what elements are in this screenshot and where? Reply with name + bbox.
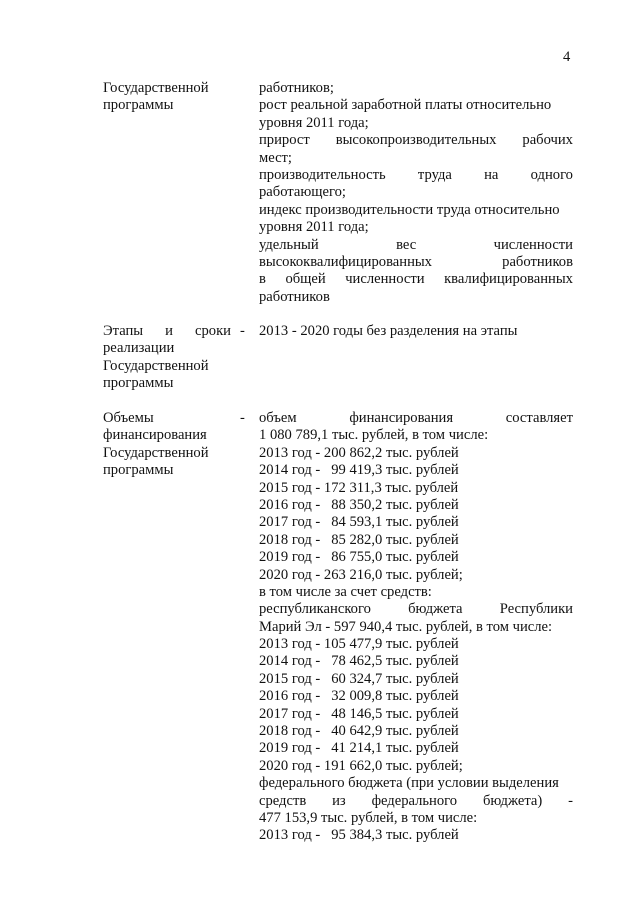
- word: средств: [259, 792, 307, 809]
- text-line: Марий Эл - 597 940,4 тыс. рублей, в том числе:: [259, 618, 553, 635]
- word: Этапы: [103, 323, 144, 339]
- text-line: рост реальной заработной платы относительно: [259, 97, 552, 114]
- text-line: [259, 410, 573, 427]
- text-line: 2015 год - 60 324,7 тыс. рублей: [259, 670, 459, 687]
- word: численности: [493, 236, 573, 253]
- word: составляет: [505, 410, 573, 426]
- text-line: [259, 254, 573, 271]
- text-line: мест;: [259, 149, 292, 166]
- text-line: 2019 год - 86 755,0 тыс. рублей: [259, 549, 459, 566]
- word: бюджета: [408, 601, 463, 618]
- text-line: работающего;: [259, 184, 346, 201]
- text-line: 2018 год - 85 282,0 тыс. рублей: [259, 531, 459, 548]
- word: Республики: [499, 601, 573, 618]
- text-line: уровня 2011 года;: [259, 114, 369, 131]
- text-line: в том числе за счет средств:: [259, 583, 432, 600]
- text-line: [259, 793, 573, 810]
- text-line: [259, 132, 573, 149]
- text-line: [259, 167, 573, 184]
- section1-content: [259, 80, 573, 306]
- text-line: уровня 2011 года;: [259, 219, 369, 236]
- text-line: [259, 601, 573, 618]
- text-line: 2016 год - 88 350,2 тыс. рублей: [259, 496, 459, 513]
- label-line: финансирования: [103, 427, 207, 444]
- word: -: [568, 792, 573, 809]
- text-line: 2017 год - 48 146,5 тыс. рублей: [259, 705, 459, 722]
- text-line: индекс производительности труда относительно: [259, 201, 560, 218]
- text-line: работников;: [259, 80, 334, 96]
- text-line: 477 153,9 тыс. рублей, в том числе:: [259, 809, 478, 826]
- text-line: 1 080 789,1 тыс. рублей, в том числе:: [259, 427, 489, 444]
- section1-label: [103, 80, 243, 115]
- section3-dash: -: [240, 410, 245, 426]
- section2-label: [103, 323, 243, 393]
- page-number: 4: [563, 49, 571, 65]
- label-line: [103, 323, 231, 340]
- word: федерального: [371, 792, 458, 809]
- text-line: 2013 год - 95 384,3 тыс. рублей: [259, 827, 459, 844]
- label-line: Государственной: [103, 357, 209, 374]
- text-line: 2013 - 2020 годы без разделения на этапы: [259, 323, 518, 339]
- text-line: работников: [259, 288, 330, 305]
- word: прирост: [259, 132, 310, 149]
- label-line: Государственной: [103, 444, 209, 461]
- text-line: 2018 год - 40 642,9 тыс. рублей: [259, 723, 459, 740]
- word: объем: [259, 410, 297, 426]
- word: труда: [417, 166, 452, 183]
- word: численности: [345, 271, 425, 288]
- label-line: Государственной: [103, 80, 209, 96]
- word: республиканского: [259, 601, 371, 618]
- section2-dash: -: [240, 323, 245, 339]
- label-line: программы: [103, 97, 174, 114]
- word: сроки: [195, 323, 231, 339]
- word: высококвалифицированных: [259, 253, 432, 270]
- section2-content: [259, 323, 573, 340]
- text-line: 2013 год - 105 477,9 тыс. рублей: [259, 636, 459, 653]
- section3-label: [103, 410, 243, 480]
- label-line: Объемы: [103, 410, 154, 426]
- text-line: 2019 год - 41 214,1 тыс. рублей: [259, 740, 459, 757]
- word: финансирования: [349, 410, 454, 426]
- word: общей: [285, 271, 326, 288]
- text-line: федерального бюджета (при условии выделения: [259, 775, 559, 792]
- section3-content: [259, 410, 573, 845]
- word: рабочих: [522, 132, 573, 149]
- text-line: 2014 год - 99 419,3 тыс. рублей: [259, 462, 459, 479]
- word: высокопроизводительных: [335, 132, 497, 149]
- label-line: программы: [103, 462, 174, 479]
- text-line: 2020 год - 191 662,0 тыс. рублей;: [259, 757, 463, 774]
- text-line: 2020 год - 263 216,0 тыс. рублей;: [259, 566, 463, 583]
- text-line: [259, 271, 573, 288]
- word: на: [484, 166, 499, 183]
- word: удельный: [259, 236, 319, 253]
- word: работников: [502, 253, 573, 270]
- word: вес: [396, 236, 417, 253]
- word: в: [259, 271, 266, 288]
- text-line: [259, 237, 573, 254]
- text-line: 2013 год - 200 862,2 тыс. рублей: [259, 444, 459, 461]
- label-line: программы: [103, 375, 174, 392]
- word: одного: [530, 166, 573, 183]
- word: производительность: [259, 166, 386, 183]
- word: из: [332, 792, 346, 809]
- label-line: реализации: [103, 340, 175, 357]
- word: бюджета): [482, 792, 543, 809]
- text-line: 2017 год - 84 593,1 тыс. рублей: [259, 514, 459, 531]
- word: квалифицированных: [444, 271, 573, 288]
- word: и: [165, 323, 173, 339]
- text-line: 2015 год - 172 311,3 тыс. рублей: [259, 479, 459, 496]
- text-line: 2014 год - 78 462,5 тыс. рублей: [259, 653, 459, 670]
- text-line: 2016 год - 32 009,8 тыс. рублей: [259, 688, 459, 705]
